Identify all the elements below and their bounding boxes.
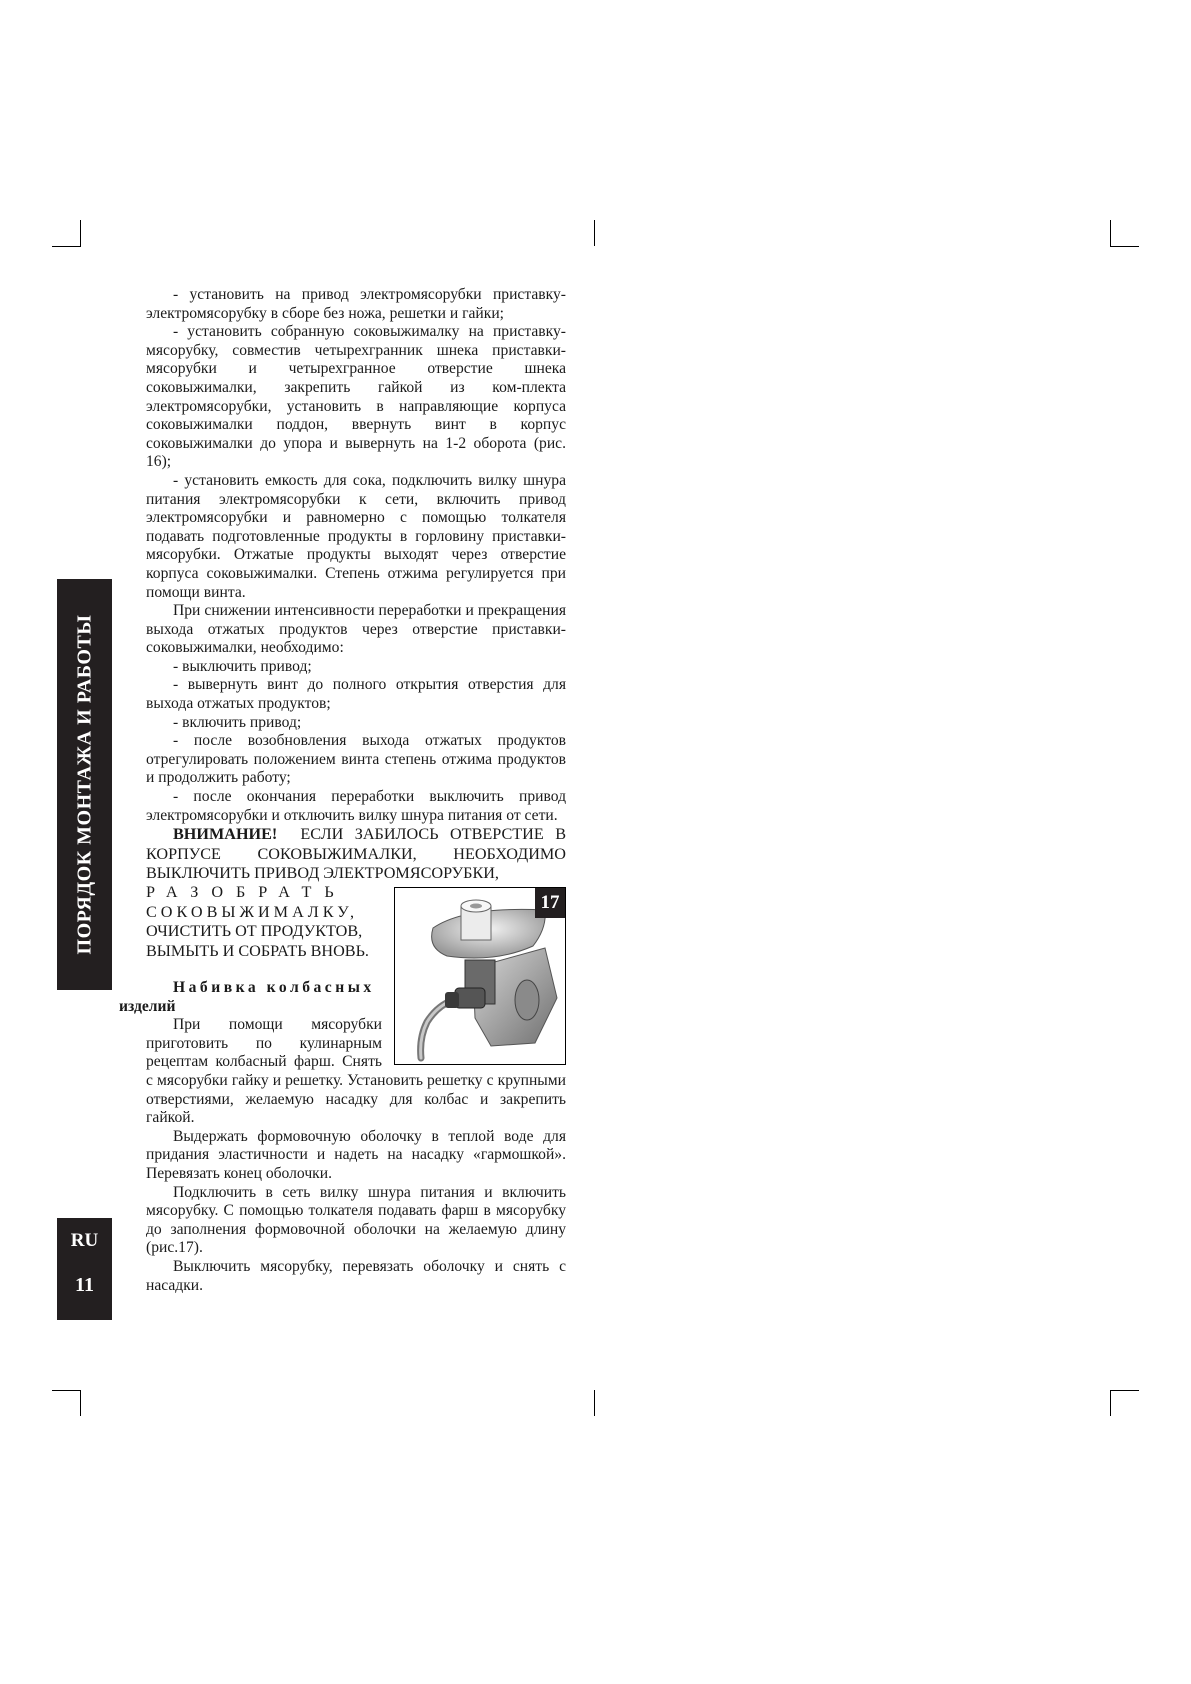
paragraph-3: - установить емкость для сока, подключить вилку шнура питания электромясорубки к сети, включить привод электромясорубки и равномерно с помощью толкателя подавать подготовленные продукты в горловину приставки-мясорубки. Отжатые продукты выходят через отверстие корпуса соковыжималки. Степень отжима регулируется при помощи винта.	[146, 471, 566, 601]
paragraph-7: - включить привод;	[173, 713, 302, 731]
crop-mark-top-center	[594, 220, 595, 246]
crop-mark-bottom-right-h	[1110, 1390, 1139, 1391]
warning-text-1: ЕСЛИ ЗАБИЛОСЬ ОТВЕРСТИЕ В КОРПУСЕ СОКОВЫЖИМАЛКИ, НЕОБХОДИМО ВЫКЛЮЧИТЬ ПРИВОД ЭЛЕКТРОМЯСОРУБКИ,	[146, 825, 567, 883]
section-intro: При помощи мясорубки приготовить по кулинарным рецептам колбасный фарш. Снять с мясорубки гайку и решетку. Установить решетку с крупными отверстиями, желаемую насадку для колбас и закрепить гайкой.	[146, 1016, 566, 1127]
section-heading-line2: изделий	[119, 997, 176, 1015]
warning-text-3: СОКОВЫЖИМАЛКУ,	[146, 902, 359, 921]
language-label: RU	[70, 1230, 99, 1251]
crop-mark-bottom-center	[594, 1390, 595, 1416]
crop-mark-top-left-v	[80, 220, 81, 246]
figure-wrap-area	[119, 883, 566, 1127]
section-side-tab	[57, 579, 112, 990]
warning-text-4: ОЧИСТИТЬ ОТ ПРОДУКТОВ, ВЫМЫТЬ И СОБРАТЬ ВНОВЬ.	[146, 922, 369, 960]
main-text-column	[119, 286, 567, 1295]
section-side-tab-label: ПОРЯДОК МОНТАЖА И РАБОТЫ	[73, 614, 95, 955]
crop-mark-bottom-right-v	[1110, 1390, 1111, 1416]
section-paragraph-3: Подключить в сеть вилку шнура питания и включить мясорубку. С помощью толкателя подавать фарш в мясорубку до заполнения формовочной оболочки на желаемую длину (рис.17).	[146, 1183, 566, 1257]
page-label-box	[57, 1218, 112, 1320]
warning-paragraph	[146, 825, 566, 883]
paragraph-9: - после окончания переработки выключить привод электромясорубки и отключить вилку шнура питания от сети.	[146, 788, 566, 824]
paragraph-4: При снижении интенсивности переработки и прекращения выхода отжатых продуктов через отверстие приставки-соковыжималки, необходимо:	[146, 602, 566, 657]
paragraph-1: - установить на привод электромясорубки приставку-электромясорубку в сборе без ножа, решетки и гайки;	[146, 286, 566, 322]
warning-label: ВНИМАНИЕ!	[173, 825, 278, 844]
paragraph-5: - выключить привод;	[173, 657, 312, 675]
section-paragraph-4: Выключить мясорубку, перевязать оболочку и снять с насадки.	[146, 1257, 566, 1294]
crop-mark-top-right-h	[1110, 246, 1139, 247]
figure-number: 17	[535, 888, 565, 918]
figure-17	[394, 887, 566, 1065]
crop-mark-bottom-left-v	[80, 1390, 81, 1416]
section-heading-line1: Набивка колбасных	[173, 979, 375, 997]
paragraph-6: - вывернуть винт до полного открытия отверстия для выхода отжатых продуктов;	[146, 676, 566, 713]
section-paragraph-2: Выдержать формовочную оболочку в теплой воде для придания эластичности и надеть на насадку «гармошкой». Перевязать конец оболочки.	[146, 1127, 566, 1182]
crop-mark-top-left-h	[52, 246, 81, 247]
warning-text-2: РАЗОБРАТЬ	[146, 883, 347, 902]
page-number: 11	[75, 1274, 94, 1296]
paragraph-8: - после возобновления выхода отжатых продуктов отрегулировать положением винта степень отжима продуктов и продолжить работу;	[146, 732, 566, 787]
paragraph-2: - установить собранную соковыжималку на приставку-мясорубку, совместив четырехгранник шнека приставки-мясорубки и четырехгранное отверстие шнека соковыжималки, закрепить гайкой из ком-плекта электромясорубки, установить в направляющие корпуса соковыжималки поддон, ввернуть винт в корпус соковыжималки до упора и вывернуть на 1-2 оборота (рис. 16);	[146, 323, 566, 471]
crop-mark-top-right-v	[1110, 220, 1111, 246]
crop-mark-bottom-left-h	[52, 1390, 81, 1391]
